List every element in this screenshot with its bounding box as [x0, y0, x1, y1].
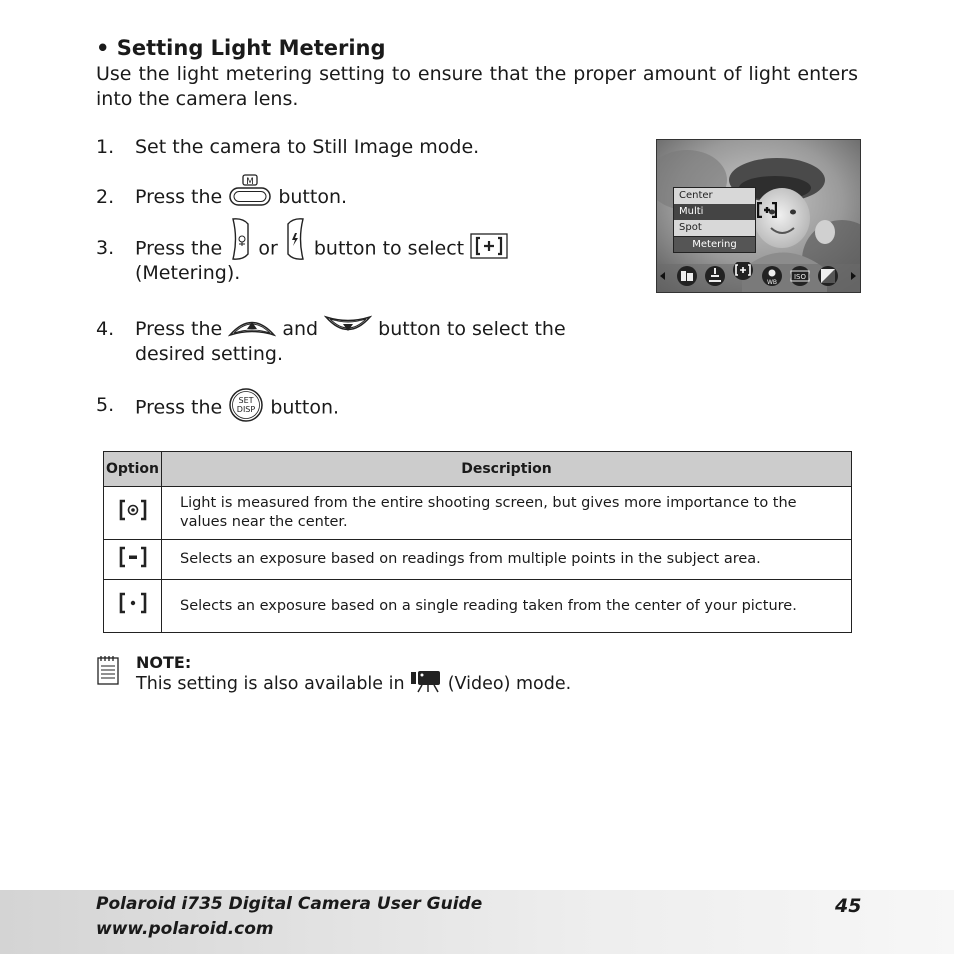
menu-item-center[interactable]: Center	[679, 190, 713, 201]
step-text: Press the	[135, 186, 223, 208]
options-table	[103, 451, 852, 633]
right-flash-button-icon	[284, 216, 308, 262]
menu-title: Metering	[674, 236, 755, 252]
quality-icon	[705, 266, 725, 286]
video-mode-icon	[410, 669, 442, 693]
table-header	[104, 452, 852, 487]
up-button-icon	[228, 314, 276, 338]
focus-frame	[757, 202, 777, 218]
metering-icon	[470, 233, 508, 259]
step-4-line2: desired setting.	[135, 343, 284, 365]
set-label: SET	[238, 396, 254, 405]
menu-item-multi[interactable]: Multi	[674, 204, 755, 220]
note-label: NOTE:	[136, 653, 192, 672]
table-row	[104, 580, 852, 633]
row-description: Light is measured from the entire shooting screen, but gives more importance to the values near the center.	[162, 487, 852, 540]
note-text-post: (Video) mode.	[447, 674, 572, 694]
center-metering-icon	[118, 499, 148, 521]
header-description: Description	[162, 452, 852, 487]
lcd-toolbar	[657, 262, 860, 290]
menu-button-icon	[228, 174, 272, 208]
table-row	[104, 540, 852, 580]
down-button-icon	[324, 314, 372, 338]
metering-menu	[673, 187, 756, 253]
step-text: button.	[270, 396, 340, 419]
note-icon	[97, 655, 119, 685]
disp-label: DISP	[237, 405, 256, 414]
step-text: button.	[278, 186, 348, 208]
set-disp-button-icon	[228, 387, 264, 423]
intro-paragraph: Use the light metering setting to ensure that the proper amount of light enters into the camera lens.	[96, 63, 858, 110]
step-number: 2.	[96, 186, 115, 208]
step-number: 5.	[96, 394, 115, 416]
scroll-left-icon	[660, 272, 665, 280]
wb-icon	[762, 266, 782, 286]
multi-metering-icon	[118, 546, 148, 568]
page-number: 45	[835, 895, 862, 917]
step-number: 1.	[96, 136, 115, 158]
ev-icon	[818, 266, 838, 286]
step-3-line2: (Metering).	[135, 262, 241, 284]
spot-metering-icon	[118, 592, 148, 614]
menu-button-label: M	[246, 176, 255, 187]
row-description: Selects an exposure based on readings from multiple points in the subject area.	[162, 540, 852, 580]
iso-icon	[790, 266, 810, 286]
left-macro-button-icon	[228, 216, 252, 262]
size-icon	[677, 266, 697, 286]
note-text	[136, 674, 571, 694]
step-text: and	[282, 318, 319, 340]
step-number: 4.	[96, 318, 115, 340]
step-text: Press the	[135, 318, 223, 340]
wb-label: WB	[766, 279, 778, 286]
note-text-pre: This setting is also available in	[136, 674, 405, 694]
footer-url[interactable]: www.polaroid.com	[96, 919, 274, 939]
step-text: Press the	[135, 396, 223, 419]
header-option: Option	[104, 452, 162, 487]
step-number: 3.	[96, 237, 115, 259]
row-description: Selects an exposure based on a single reading taken from the center of your picture.	[162, 580, 852, 633]
table-row	[104, 487, 852, 540]
scroll-right-icon	[851, 272, 856, 280]
step-text: button to select the	[378, 318, 566, 340]
step-text: button to select	[313, 237, 465, 260]
step-text: Press the	[135, 237, 223, 260]
footer-title: Polaroid i735 Digital Camera User Guide	[96, 894, 483, 914]
step-text: or	[258, 237, 278, 260]
iso-label: ISO	[793, 273, 807, 281]
section-heading: • Setting Light Metering	[96, 36, 386, 60]
metering-icon	[733, 262, 753, 280]
step-text: Set the camera to Still Image mode.	[135, 136, 480, 158]
menu-item-spot[interactable]: Spot	[679, 222, 702, 233]
